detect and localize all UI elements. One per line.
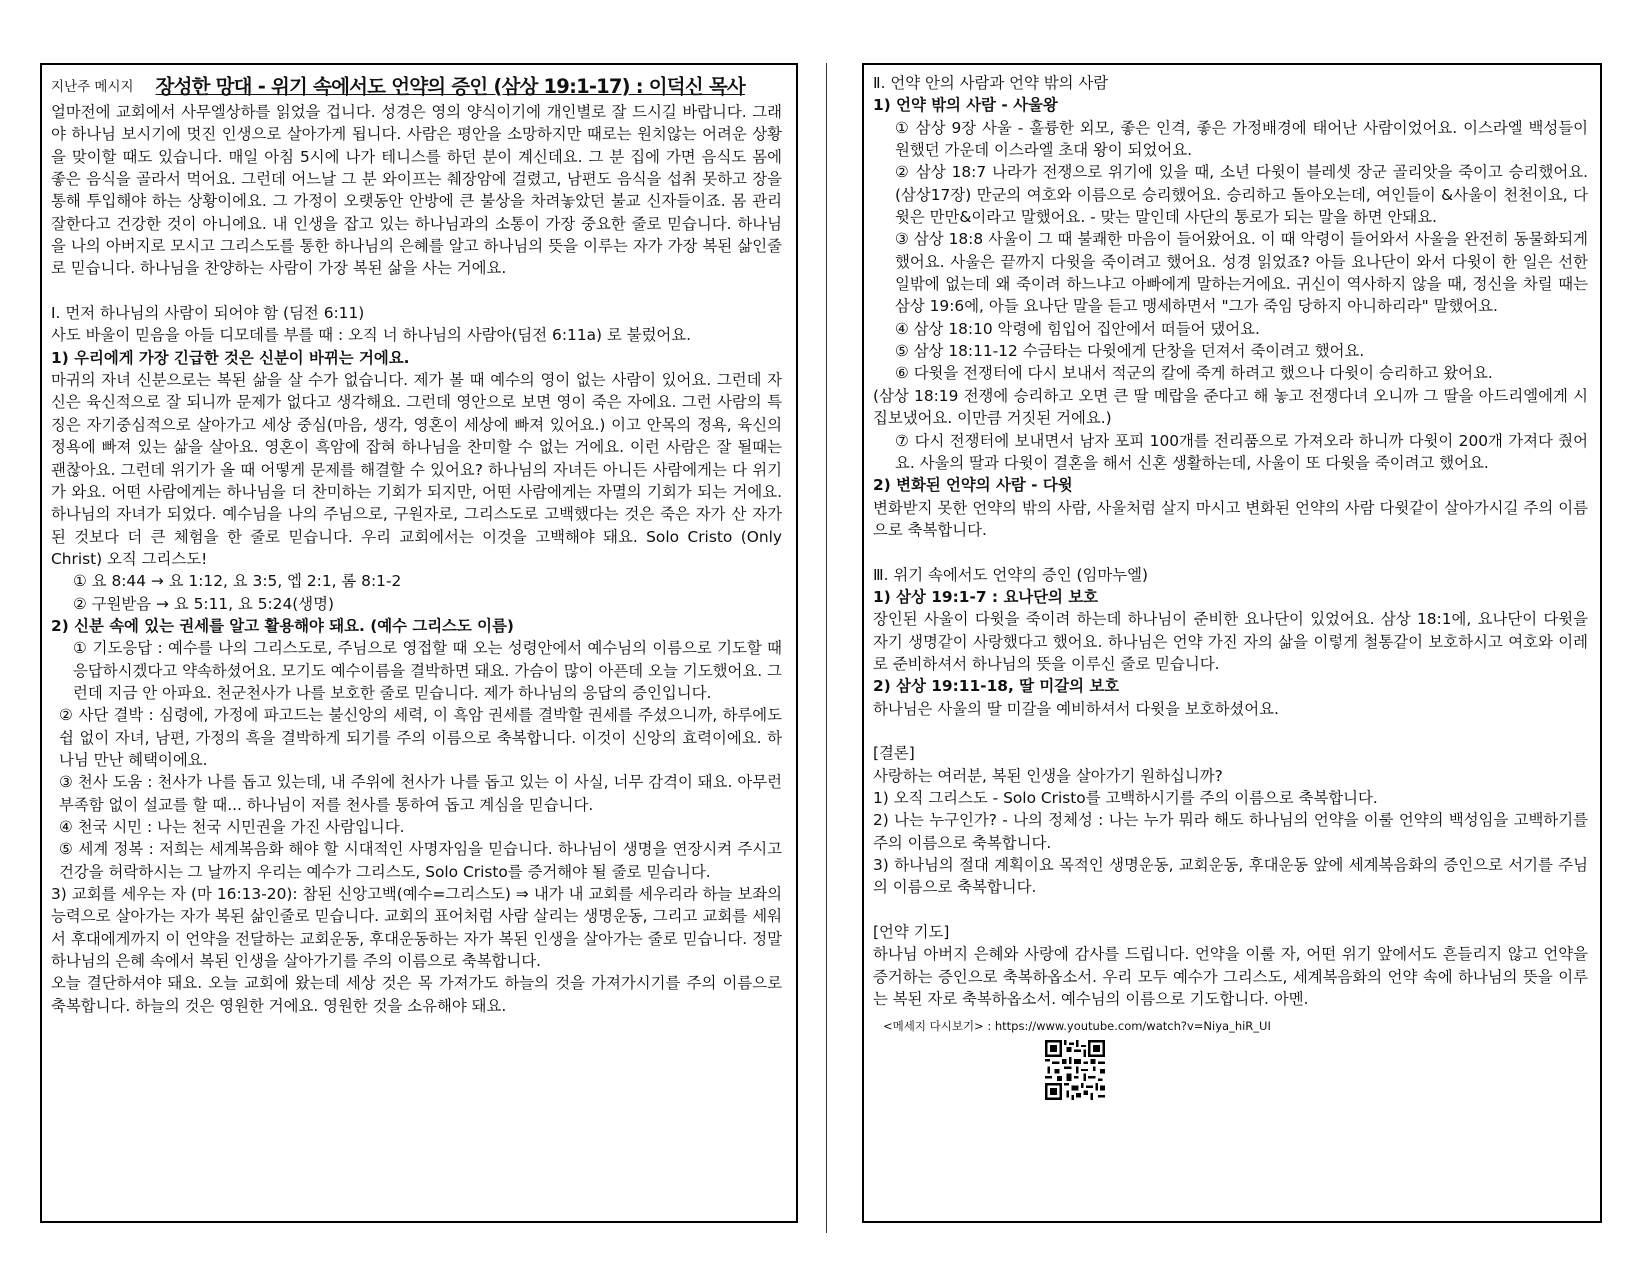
paragraph: 사도 바울이 믿음을 아들 디모데를 부를 때 : 오직 너 하나님의 사람아(딤전 6:11a) 로 불렀어요. [51,326,692,345]
list-item: ② 구원받음 → 요 5:11, 요 5:24(생명) [73,594,335,613]
section-heading: Ⅱ. 언약 안의 사람과 언약 밖의 사람 [873,74,1109,92]
list-item: ③ 천사 도움 : 천사가 나를 돕고 있는데, 내 주위에 천사가 나를 돕고 있는 이 사실, 너무 감격이 돼요. 아무런 부족함 없이 설교를 할 때... 하나님이 저를 천사를 통하여 돕고 계심을 믿습니다. [59,773,782,814]
list-item: ② 사단 결박 : 심령에, 가정에 파고드는 불신앙의 세력, 이 흑암 권세를 결박할 권세를 주셨으니까, 하루에도 쉽 없이 자녀, 남편, 가정의 흑을 결박하게 되기를 주의 이름으로 축복합니다. 이것이 신앙의 효력이에요. 하나님 만난 혜택이에요. [59,706,782,769]
paragraph: 변화받지 못한 언약의 밖의 사람, 사울처럼 살지 마시고 변화된 언약의 사람 다윗같이 살아가시길 주의 이름으로 축복합니다. [873,498,1588,539]
right-body [873,72,1588,1010]
subheading: 2) 삼상 19:11-18, 딸 미갈의 보호 [873,677,1120,696]
spacer [873,720,1588,742]
intro-paragraph: 얼마전에 교회에서 사무엘상하를 읽었을 겁니다. 성경은 영의 양식이기에 개인별로 잘 드시길 바랍니다. 그래야 하나님 보시기에 멋진 인생으로 살아가게 됩니다. 사람은 평안을 소망하지만 때로는 원치않는 어려운 상황을 맞이할 때도 있습니다. 매일 아침 5시에 나가 테니스를 하던 분이 계신데요. 그 분 집에 가면 음식도 몸에 좋은 음식을 골라서 먹어요. 그런데 어느날 그 분 와이프는 췌장암에 걸렸고, 남편도 음식을 섭취 못하고 장을 통해 투입해야 하는 상황이에요. 그 가정이 오랫동안 안방에 큰 불상을 차려놓았던 불교 신자들이죠. 몸 관리 잘한다고 건강한 것이 아니에요. 내 인생을 잡고 있는 하나님과의 소통이 가장 중요한 줄로 믿습니다. 하나님을 나의 아버지로 모시고 그리스도를 통한 하나님의 은혜를 알고 하나님의 뜻을 이루는 자가 가장 복된 삶인줄로 믿습니다. 하나님을 찬양하는 사람이 가장 복된 삶을 사는 거에요. [51,103,782,278]
paragraph: 장인된 사울이 다윗을 죽이려 하는데 하나님이 준비한 요나단이 있었어요. 삼상 18:1에, 요나단이 다윗을 자기 생명같이 사랑했다고 했어요. 하나님은 언약 가진 자의 삶을 이렇게 철통같이 보호하시고 여호와 이레로 준비하셔서 하나님의 뜻을 이루신 줄로 믿습니다. [873,610,1588,673]
list-item: ④ 삼상 18:10 악령에 힘입어 집안에서 떠들어 댔어요. [895,319,1260,338]
spacer [51,280,782,302]
list-item: ② 삼상 18:7 나라가 전쟁으로 위기에 있을 때, 소년 다윗이 블레셋 장군 골리앗을 죽이고 승리했어요.(삼상17장) 만군의 여호와 이름으로 승리했어요. 승리하고 돌아오는데, 여인들이 &사울이 천천이요, 다윗은 만만&이라고 말했어요. - 맞는 말인데 사단의 통로가 되는 말을 하면 안돼요. [895,163,1588,227]
list-item: ① 기도응답 : 예수를 나의 그리스도로, 주님으로 영접할 때 오는 성령안에서 예수님의 이름으로 기도할 때 응답하시겠다고 약속하셨어요. 모기도 예수이름을 결박하면 돼요. 가슴이 많이 아픈데 오늘 기도했어요. 그런데 지금 안 아파요. 천군천사가 나를 보호한 줄로 믿습니다. 제가 하나님의 응답의 증인입니다. [73,639,782,702]
sermon-title: 장성한 망대 - 위기 속에서도 언약의 증인 (삼상 19:1-17) : 이덕신 목사 [155,75,745,98]
paragraph: 1) 오직 그리스도 - Solo Cristo를 고백하시기를 주의 이름으로 축복합니다. [873,789,1378,807]
list-item: ⑤ 삼상 18:11-12 수금타는 다윗에게 단창을 던져서 죽이려고 했어요. [895,342,1365,361]
list-item: ⑥ 다윗을 전쟁터에 다시 보내서 적군의 칼에 죽게 하려고 했으나 다윗이 승리하고 왔어요. [895,364,1493,383]
replay-link[interactable]: <메세지 다시보기> : https://www.youtube.com/watch?v=Niya_hiR_UI [883,1019,1271,1034]
left-panel [40,63,798,1223]
subheading: 2) 신분 속에 있는 권세를 알고 활용해야 돼요. (예수 그리스도 이름) [51,616,514,635]
paragraph: (삼상 18:19 전쟁에 승리하고 오면 큰 딸 메랍을 준다고 해 놓고 전쟁다녀 오니까 그 딸을 아드리엘에게 시집보냈어요. 이만큼 거짓된 거에요.) [873,386,1588,428]
section-heading: Ⅲ. 위기 속에서도 언약의 증인 (임마누엘) [873,565,1148,584]
subheading: 1) 삼상 19:1-7 : 요나단의 보호 [873,587,1099,606]
column-divider [826,63,827,1233]
section-heading: Ⅰ. 먼저 하나님의 사람이 되어야 함 (딤전 6:11) [51,304,365,323]
subheading: 1) 우리에게 가장 긴급한 것은 신분이 바뀌는 거에요. [51,348,410,367]
list-item: ① 요 8:44 → 요 1:12, 요 3:5, 엡 2:1, 롬 8:1-2 [73,572,402,591]
message-header [51,71,782,99]
section-label: 지난주 메시지 [51,79,134,95]
list-item: ⑦ 다시 전쟁터에 보내면서 남자 포피 100개를 전리품으로 가져오라 하니까 다윗이 200개 가져다 줬어요. 사울의 딸과 다윗이 결혼을 해서 신혼 생활하는데, 사울이 또 다윗을 죽이려고 했어요. [895,431,1588,472]
qr-code-icon[interactable] [1045,1040,1105,1100]
section-heading: [결론] [873,744,915,763]
paragraph: 하나님 아버지 은혜와 사랑에 감사를 드립니다. 언약을 이룰 자, 어떤 위기 앞에서도 흔들리지 않고 언약을 증거하는 증인으로 축복하옵소서. 우리 모두 예수가 그리스도, 세계복음화의 언약 속에 하나님의 뜻을 이루는 복된 자로 축복하옵소서. 예수님의 이름으로 기도합니다. 아멘. [873,945,1588,1009]
list-item: ④ 천국 시민 : 나는 천국 시민권을 가진 사람입니다. [59,818,405,836]
spacer [873,899,1588,921]
paragraph: 2) 나는 누구인가? - 나의 정체성 : 나는 누가 뭐라 해도 하나님의 언약을 이룰 언약의 백성임을 고백하기를 주의 이름으로 축복합니다. [873,811,1588,852]
subheading: 2) 변화된 언약의 사람 - 다윗 [873,476,1073,495]
paragraph: 3) 교회를 세우는 자 (마 16:13-20): 참된 신앙고백(예수=그리스도) ⇒ 내가 내 교회를 세우리라 하늘 보좌의 능력으로 살아가는 자가 복된 삶인줄로 믿습니다. 교회의 표어처럼 사람 살리는 생명운동, 그리고 교회를 세워서 후대에게까지 이 언약을 전달하는 교회운동, 후대운동하는 자가 복된 인생을 살아가는 줄로 믿습니다. 정말 하나님의 은혜 속에서 복된 인생을 살아가기를 주의 이름으로 축복합니다. [51,885,782,971]
replay-footer [873,1018,1588,1103]
list-item: ① 삼상 9장 사울 - 훌륭한 외모, 좋은 인격, 좋은 가정배경에 태어난 사람이었어요. 이스라엘 백성들이 원했던 가운데 이스라엘 초대 왕이 되었어요. [895,118,1588,160]
paragraph: 마귀의 자녀 신분으로는 복된 삶을 살 수가 없습니다. 제가 볼 때 예수의 영이 없는 사람이 있어요. 그런데 자신은 육신적으로 잘 되니까 문제가 없다고 생각해요. 그런데 영안으로 보면 영이 죽은 자에요. 그런 사람의 특징은 자기중심적으로 살아가고 세상 중심(마음, 생각, 영혼이 세상에 빠져 있어요.) 이고 안목의 정욕, 육신의 정욕에 빠져 있는 삶을 살아요. 영혼이 흑암에 잡혀 하나님을 찬미할 수 없는 거에요. 이런 사람은 잘 될때는 괜찮아요. 그런데 위기가 올 때 어떻게 문제를 해결할 수 있어요? 하나님의 자녀든 아니든 사람에게는 다 위기가 와요. 어떤 사람에게는 하나님을 더 찬미하는 기회가 되지만, 어떤 사람에게는 자멸의 기회가 되는 거에요. 하나님의 자녀가 되었다. 예수님을 나의 주님으로, 구원자로, 그리스도로 고백했다는 것은 죽은 자가 산 자가 된 것보다 더 큰 체험을 한 줄로 믿습니다. 우리 교회에서는 이것을 고백해야 돼요. Solo Cristo (Only Christ) 오직 그리스도! [51,371,782,568]
paragraph: 사랑하는 여러분, 복된 인생을 살아가기 원하십니까? [873,766,1223,785]
list-item: ③ 삼상 18:8 사울이 그 때 불쾌한 마음이 들어왔어요. 이 때 악령이 들어와서 사울을 완전히 동물화되게 했어요. 사울은 끝까지 다윗을 죽이려고 했어요. 성경 읽었죠? 아들 요나단이 와서 다윗이 한 일은 선한일밖에 없는데 왜 죽이려 하느냐고 아빠에게 말하는거에요. 귀신이 역사하지 않을 때, 정신을 차릴 때는 삼상 19:6에, 아들 요나단 말을 듣고 맹세하면서 "그가 죽임 당하지 아니하리라" 말했어요. [895,230,1588,316]
subheading: 1) 언약 밖의 사람 - 사울왕 [873,96,1058,115]
paragraph: 오늘 결단하셔야 돼요. 오늘 교회에 왔는데 세상 것은 목 가져가도 하늘의 것을 가져가시기를 주의 이름으로 축복합니다. 하늘의 것은 영원한 거에요. 영원한 것을 소유해야 돼요. [51,974,782,1015]
spacer [873,541,1588,563]
left-body [51,101,782,1017]
right-panel [862,63,1602,1223]
paragraph: 3) 하나님의 절대 계획이요 목적인 생명운동, 교회운동, 후대운동 앞에 세계복음화의 증인으로 서기를 주님의 이름으로 축복합니다. [873,856,1588,897]
list-item: ⑤ 세계 정복 : 저희는 세계복음화 해야 할 시대적인 사명자임을 믿습니다. 하나님이 생명을 연장시켜 주시고 건강을 허락하시는 그 날까지 우리는 예수가 그리스도, Solo Cristo를 증거해야 될 줄로 믿습니다. [59,840,782,881]
section-heading: [언약 기도] [873,923,950,942]
paragraph: 하나님은 사울의 딸 미갈을 예비하셔서 다윗을 보호하셨어요. [873,699,1279,718]
